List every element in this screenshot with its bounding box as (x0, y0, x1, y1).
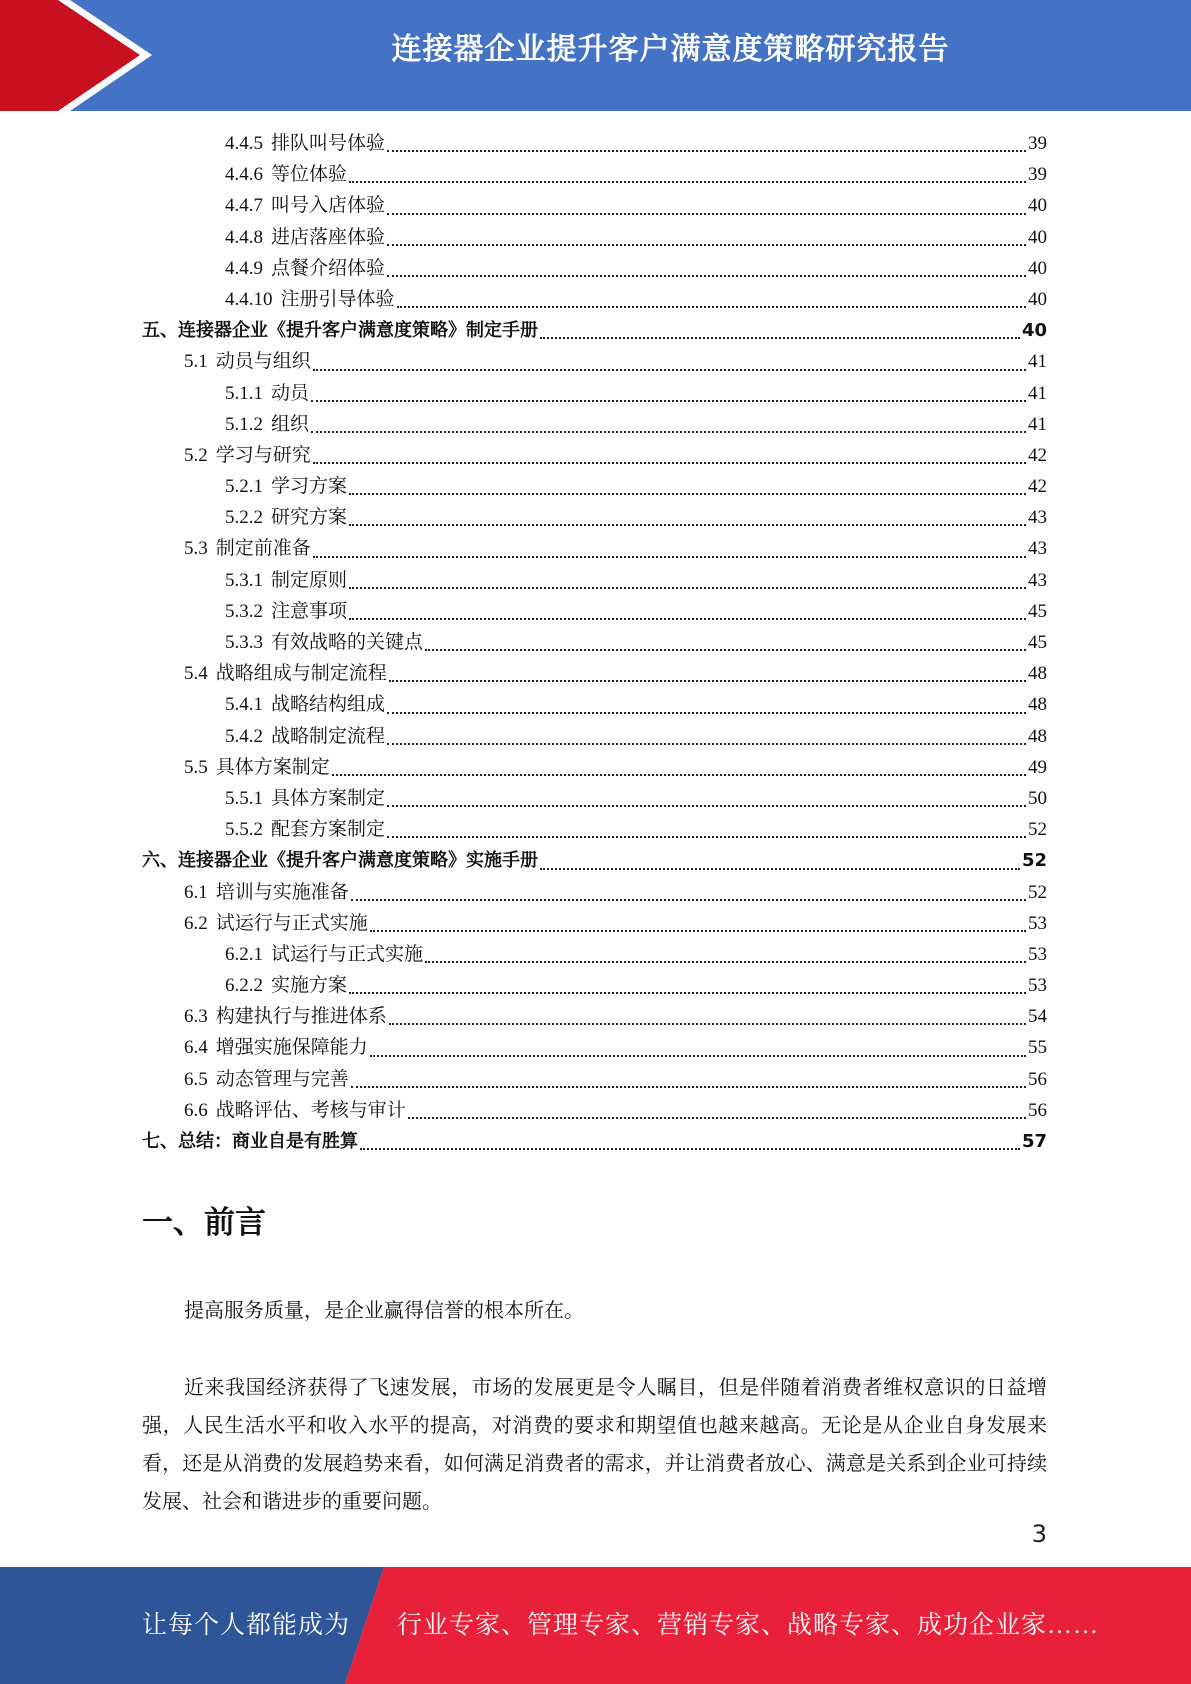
toc-entry[interactable] (142, 970, 1047, 1001)
toc-entry-page: 43 (1028, 569, 1047, 591)
toc-entry-page: 56 (1028, 1099, 1047, 1121)
toc-dot-leader (540, 337, 1020, 339)
toc-entry[interactable] (142, 877, 1047, 908)
toc-dot-leader (540, 868, 1020, 870)
toc-entry-number: 4.4.10 (225, 288, 273, 310)
toc-entry-title: 七、总结：商业自是有胜算 (142, 1131, 358, 1152)
toc-dot-leader (351, 899, 1026, 901)
toc-entry-title: 试运行与正式实施 (271, 943, 424, 965)
toc-entry-title: 有效战略的关键点 (271, 632, 424, 653)
page-footer (0, 1567, 1191, 1684)
toc-entry-page: 41 (1028, 413, 1047, 435)
toc-entry[interactable] (142, 409, 1047, 440)
toc-entry-title: 动员与组织 (215, 351, 311, 373)
toc-dot-leader (311, 431, 1026, 433)
toc-entry-title: 六、连接器企业《提升客户满意度策略》实施手册 (142, 850, 538, 872)
toc-entry[interactable] (142, 128, 1047, 159)
toc-entry-number: 6.6 (184, 1099, 208, 1121)
toc-dot-leader (349, 587, 1026, 589)
paragraph-1: 提高服务质量，是企业赢得信誉的根本所在。 (184, 1300, 584, 1322)
toc-entry[interactable] (142, 627, 1047, 658)
toc-dot-leader (349, 618, 1026, 620)
toc-entry[interactable] (142, 689, 1047, 720)
page-number: 3 (1031, 1520, 1047, 1548)
toc-dot-leader (387, 836, 1026, 838)
toc-entry-page: 42 (1028, 476, 1047, 498)
toc-entry[interactable] (142, 908, 1047, 939)
toc-entry-page: 43 (1028, 507, 1047, 529)
toc-entry-page: 45 (1028, 632, 1047, 653)
toc-entry-title: 配套方案制定 (271, 819, 386, 841)
toc-entry-page: 49 (1028, 756, 1047, 778)
toc-entry-number: 6.1 (184, 881, 208, 903)
toc-entry[interactable] (142, 658, 1047, 689)
toc-entry-number: 6.2.1 (225, 943, 263, 965)
toc-entry-title: 战略制定流程 (271, 725, 386, 747)
toc-entry[interactable] (142, 565, 1047, 596)
toc-entry-title: 战略结构组成 (271, 694, 386, 716)
toc-entry-number: 5.3 (184, 538, 208, 560)
toc-entry-title: 战略评估、考核与审计 (215, 1099, 406, 1121)
toc-entry-number: 6.2.2 (225, 975, 263, 997)
toc-entry-title: 组织 (271, 413, 310, 435)
toc-dot-leader (397, 306, 1026, 308)
toc-entry-title: 构建执行与推进体系 (215, 1006, 387, 1028)
toc-entry-page: 54 (1028, 1006, 1047, 1028)
toc-entry-title: 等位体验 (271, 164, 348, 186)
toc-dot-leader (311, 400, 1026, 402)
document-title: 连接器企业提升客户满意度策略研究报告 (391, 32, 950, 67)
toc-entry-title: 排队叫号体验 (271, 133, 386, 154)
toc-entry-title: 五、连接器企业《提升客户满意度策略》制定手册 (142, 320, 538, 342)
toc-dot-leader (387, 244, 1026, 246)
toc-dot-leader (389, 1023, 1026, 1025)
toc-entry-number: 5.2.2 (225, 507, 263, 529)
toc-entry[interactable] (142, 783, 1047, 814)
toc-entry[interactable] (142, 1032, 1047, 1063)
toc-entry-number: 6.3 (184, 1006, 208, 1028)
toc-dot-leader (387, 743, 1026, 745)
toc-entry-title: 战略组成与制定流程 (215, 663, 387, 685)
toc-entry-number: 5.1.2 (225, 413, 263, 435)
toc-entry-number: 5.4.2 (225, 725, 263, 747)
toc-entry-title: 点餐介绍体验 (271, 257, 386, 279)
toc-entry-title: 增强实施保障能力 (215, 1037, 368, 1059)
toc-dot-leader (313, 462, 1026, 464)
toc-entry-page: 52 (1021, 850, 1047, 872)
toc-entry[interactable] (142, 1095, 1047, 1126)
toc-entry[interactable] (142, 284, 1047, 315)
toc-entry-number: 4.4.5 (225, 133, 263, 154)
toc-entry-page: 48 (1028, 663, 1047, 685)
toc-entry[interactable] (142, 190, 1047, 221)
toc-dot-leader (370, 1055, 1026, 1057)
paragraph-2: 近来我国经济获得了飞速发展，市场的发展更是令人瞩目，但是伴随着消费者维权意识的日益增强，人民生活水平和收入水平的提高，对消费的要求和期望值也越来越高。无论是从企业自身发展来看，还是从消费的发展趋势来看，如何满足消费者的需求，并让消费者放心、满意是关系到企业可持续发展、社会和谐进步的重要问题。 (142, 1377, 1047, 1513)
toc-entry-page: 53 (1028, 975, 1047, 997)
table-of-contents (142, 128, 1047, 1157)
toc-entry-page: 43 (1028, 538, 1047, 560)
toc-entry-number: 5.4.1 (225, 694, 263, 716)
toc-entry[interactable] (142, 159, 1047, 190)
toc-entry-page: 55 (1028, 1037, 1047, 1059)
toc-entry-page: 41 (1028, 382, 1047, 404)
toc-entry[interactable] (142, 939, 1047, 970)
toc-dot-leader (313, 556, 1026, 558)
toc-entry-title: 学习方案 (271, 476, 348, 498)
toc-entry[interactable] (142, 378, 1047, 409)
toc-entry-page: 39 (1028, 164, 1047, 186)
toc-entry-page: 40 (1028, 257, 1047, 279)
toc-entry-page: 45 (1028, 600, 1047, 622)
toc-entry-number: 5.5.1 (225, 787, 263, 809)
toc-entry-number: 5.3.1 (225, 569, 263, 591)
toc-entry[interactable] (142, 1001, 1047, 1032)
toc-entry[interactable] (142, 315, 1047, 346)
toc-entry-number: 5.2.1 (225, 476, 263, 498)
toc-entry[interactable] (142, 222, 1047, 253)
toc-entry-page: 40 (1028, 226, 1047, 248)
toc-entry-title: 叫号入店体验 (271, 195, 386, 217)
toc-dot-leader (349, 493, 1026, 495)
toc-dot-leader (387, 712, 1026, 714)
toc-dot-leader (425, 649, 1026, 651)
toc-entry-title: 培训与实施准备 (215, 881, 349, 903)
toc-dot-leader (425, 961, 1026, 963)
toc-entry[interactable] (142, 471, 1047, 502)
toc-entry-page: 40 (1028, 195, 1047, 217)
toc-entry-number: 5.1 (184, 351, 208, 373)
toc-entry-title: 注册引导体验 (280, 288, 395, 310)
toc-entry[interactable] (142, 502, 1047, 533)
toc-entry-number: 4.4.9 (225, 257, 263, 279)
section-heading: 一、前言 (142, 1205, 266, 1241)
toc-entry[interactable] (142, 440, 1047, 471)
toc-entry-title: 动员 (271, 382, 310, 404)
toc-entry-title: 注意事项 (271, 600, 348, 622)
toc-entry-title: 研究方案 (271, 507, 348, 529)
page-header (0, 0, 1191, 111)
toc-entry[interactable] (142, 1064, 1047, 1095)
toc-entry-number: 4.4.8 (225, 226, 263, 248)
toc-entry-number: 4.4.7 (225, 195, 263, 217)
toc-entry-page: 39 (1028, 133, 1047, 154)
toc-entry-number: 5.2 (184, 444, 208, 466)
toc-entry-title: 制定前准备 (215, 538, 311, 560)
toc-entry-title: 进店落座体验 (271, 226, 386, 248)
toc-entry[interactable] (142, 752, 1047, 783)
footer-slogan-right: 行业专家、管理专家、营销专家、战略专家、成功企业家…… (397, 1612, 1100, 1639)
toc-entry-number: 6.2 (184, 912, 208, 934)
toc-entry-title: 学习与研究 (215, 444, 311, 466)
toc-dot-leader (332, 774, 1026, 776)
toc-entry[interactable] (142, 721, 1047, 752)
toc-entry[interactable] (142, 845, 1047, 876)
toc-entry-page: 40 (1021, 320, 1047, 342)
toc-entry-page: 48 (1028, 725, 1047, 747)
toc-entry-page: 57 (1021, 1131, 1047, 1152)
toc-entry-number: 6.4 (184, 1037, 208, 1059)
toc-entry[interactable] (142, 814, 1047, 845)
toc-entry-number: 5.1.1 (225, 382, 263, 404)
toc-dot-leader (360, 1148, 1020, 1150)
toc-dot-leader (387, 805, 1026, 807)
toc-entry-number: 5.4 (184, 663, 208, 685)
toc-entry-number: 4.4.6 (225, 164, 263, 186)
toc-entry[interactable] (142, 596, 1047, 627)
toc-entry-number: 5.3.3 (225, 632, 263, 653)
toc-entry-title: 试运行与正式实施 (215, 912, 368, 934)
toc-entry-title: 实施方案 (271, 975, 348, 997)
toc-entry-page: 52 (1028, 881, 1047, 903)
toc-entry[interactable] (142, 346, 1047, 377)
toc-entry-page: 48 (1028, 694, 1047, 716)
toc-dot-leader (313, 369, 1026, 371)
toc-entry-page: 40 (1028, 288, 1047, 310)
toc-entry-page: 53 (1028, 943, 1047, 965)
toc-entry-page: 53 (1028, 912, 1047, 934)
toc-entry[interactable] (142, 533, 1047, 564)
toc-dot-leader (387, 213, 1026, 215)
footer-slogan-left: 让每个人都能成为 (142, 1612, 351, 1639)
toc-dot-leader (387, 150, 1026, 152)
toc-dot-leader (408, 1117, 1026, 1119)
toc-entry-number: 5.5.2 (225, 819, 263, 841)
toc-entry-title: 动态管理与完善 (215, 1068, 349, 1090)
toc-entry-page: 42 (1028, 444, 1047, 466)
toc-entry-title: 具体方案制定 (215, 756, 330, 778)
toc-dot-leader (370, 930, 1026, 932)
toc-entry[interactable] (142, 1126, 1047, 1157)
toc-entry-page: 52 (1028, 819, 1047, 841)
toc-dot-leader (387, 275, 1026, 277)
toc-dot-leader (389, 680, 1026, 682)
toc-entry-title: 具体方案制定 (271, 787, 386, 809)
toc-entry[interactable] (142, 253, 1047, 284)
toc-entry-number: 5.3.2 (225, 600, 263, 622)
toc-dot-leader (349, 524, 1026, 526)
toc-entry-title: 制定原则 (271, 569, 348, 591)
toc-entry-page: 50 (1028, 787, 1047, 809)
toc-dot-leader (349, 992, 1026, 994)
toc-dot-leader (351, 1086, 1026, 1088)
toc-entry-page: 41 (1028, 351, 1047, 373)
toc-entry-number: 5.5 (184, 756, 208, 778)
toc-dot-leader (349, 181, 1026, 183)
toc-entry-number: 6.5 (184, 1068, 208, 1090)
toc-entry-page: 56 (1028, 1068, 1047, 1090)
